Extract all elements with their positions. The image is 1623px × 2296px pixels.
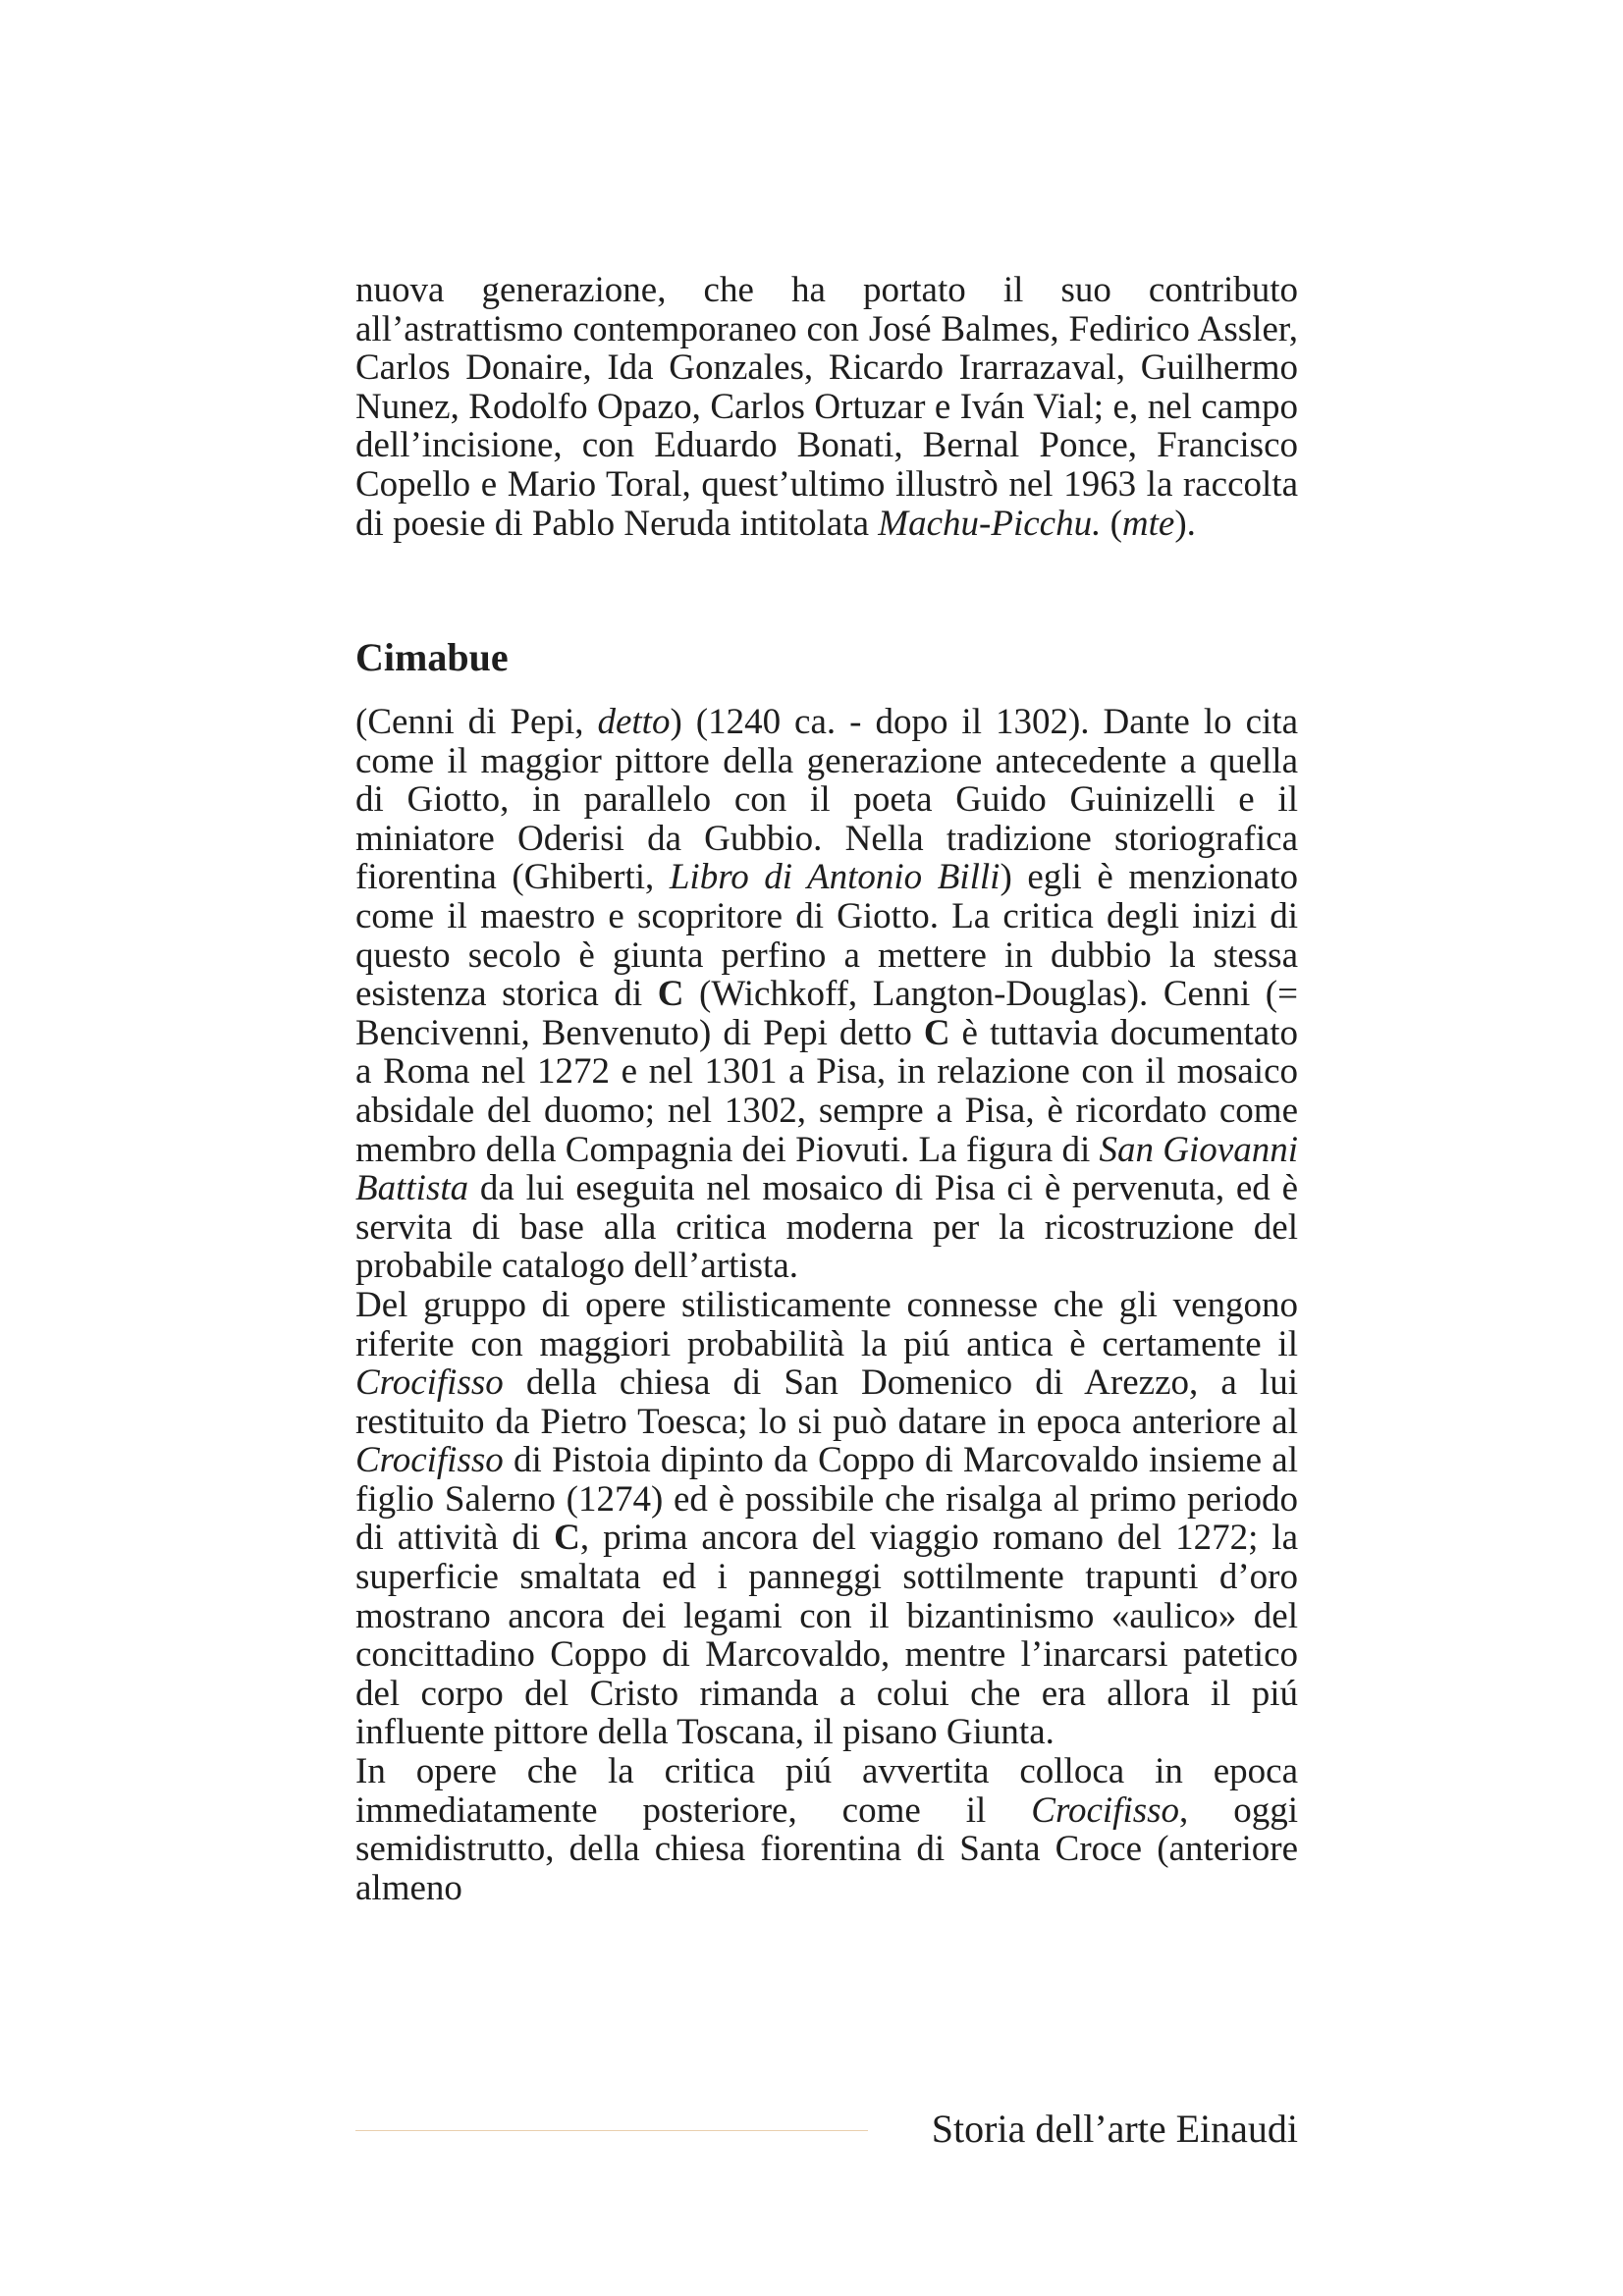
body-text: , prima ancora del viaggio romano del 1272; la superficie smaltata ed i panneggi sottilmente trapunti d’oro mostrano ancora dei legami con il bizantinismo «aulico» del concittadino Coppo di Marcovaldo, mentre l’inarcarsi patetico del corpo del Cristo rimanda a colui che era allora il piú influente pittore della Toscana, il pisano Giunta.: [355, 1518, 1298, 1753]
bold-initial: C: [554, 1518, 580, 1559]
body-text: (Wichkoff, Langton-Douglas). Cenni (= Bencivenni, Benvenuto) di Pepi detto: [355, 974, 1298, 1053]
body-text: , oggi semidistrutto, della chiesa fiorentina di Santa Croce (anteriore almeno: [355, 1789, 1299, 1908]
body-text: ) (1240 ca. - dopo il 1302). Dante lo cita come il maggior pittore della generazione antecedente a quella di Giotto, in parallelo con il poeta Guido Guinizelli e il miniatore Oderisi da Gubbio. Nella tradizione storiografica fiorentina (Ghiberti,: [355, 702, 1299, 898]
italic-text: Crocifisso: [355, 1362, 504, 1404]
italic-text: San Giovanni Battista: [355, 1129, 1299, 1209]
body-text: di Pistoia dipinto da Coppo di Marcovaldo insieme al figlio Salerno (1274) ed è possibile che risalga al primo periodo di attività di: [355, 1440, 1298, 1559]
italic-text: Libro di Antonio Billi: [669, 857, 1001, 898]
body-text: è tuttavia documentato a Roma nel 1272 e nel 1301 a Pisa, in relazione con il mosaico absidale del duomo; nel 1302, sempre a Pisa, è ricordato come membro della Compagnia dei Piovuti. La figura di: [355, 1012, 1298, 1170]
body-text: della chiesa di San Domenico di Arezzo, a lui restituito da Pietro Toesca; lo si può datare in epoca anteriore al: [355, 1362, 1298, 1442]
intro-text: (: [1101, 503, 1122, 544]
footer-rule: [355, 2130, 868, 2131]
entry-paragraph-3: [355, 1752, 1298, 1907]
intro-paragraph: [355, 271, 1298, 543]
body-text: (Cenni di Pepi,: [355, 702, 598, 742]
body-text: ) egli è menzionato come il maestro e scopritore di Giotto. La critica degli inizi di questo secolo è giunta perfino a mettere in dubbio la stessa esistenza storica di: [355, 857, 1298, 1015]
body-text: da lui eseguita nel mosaico di Pisa ci è pervenuta, ed è servita di base alla critica moderna per la ricostruzione del probabile catalogo dell’artista.: [355, 1168, 1298, 1287]
footer-series-title: Storia dell’arte Einaudi: [931, 2107, 1298, 2151]
italic-text: Crocifisso: [1031, 1789, 1180, 1831]
italic-text: Crocifisso: [355, 1440, 504, 1481]
italic-text: detto: [597, 702, 671, 742]
intro-text: ).: [1174, 503, 1196, 544]
previous-entry-continuation: [355, 271, 1298, 543]
body-text: Del gruppo di opere stilisticamente connesse che gli vengono riferite con maggiori probabilità la piú antica è certamente il: [355, 1284, 1298, 1364]
entry-paragraph-1: [355, 703, 1298, 1286]
intro-text: nuova generazione, che ha portato il suo contributo all’astrattismo contemporaneo con José Balmes, Fedirico Assler, Carlos Donaire, Ida Gonzales, Ricardo Irarrazaval, Guilhermo Nunez, Rodolfo Opazo, Carlos Ortuzar e Iván Vial; e, nel campo dell’incisione, con Eduardo Bonati, Bernal Ponce, Francisco Copello e Mario Toral, quest’ultimo illustrò nel 1963 la raccolta di poesie di Pablo Neruda intitolata: [355, 270, 1298, 544]
entry-paragraph-2: [355, 1286, 1298, 1752]
entry-heading: Cimabue: [355, 635, 509, 679]
bold-initial: C: [657, 974, 684, 1015]
entry-body: [355, 703, 1298, 1907]
work-title-machu-picchu: Machu-Picchu.: [878, 503, 1102, 544]
body-text: In opere che la critica piú avvertita colloca in epoca immediatamente posteriore, come il: [355, 1751, 1298, 1831]
bold-initial: C: [923, 1012, 950, 1053]
author-initials: mte: [1121, 503, 1175, 544]
